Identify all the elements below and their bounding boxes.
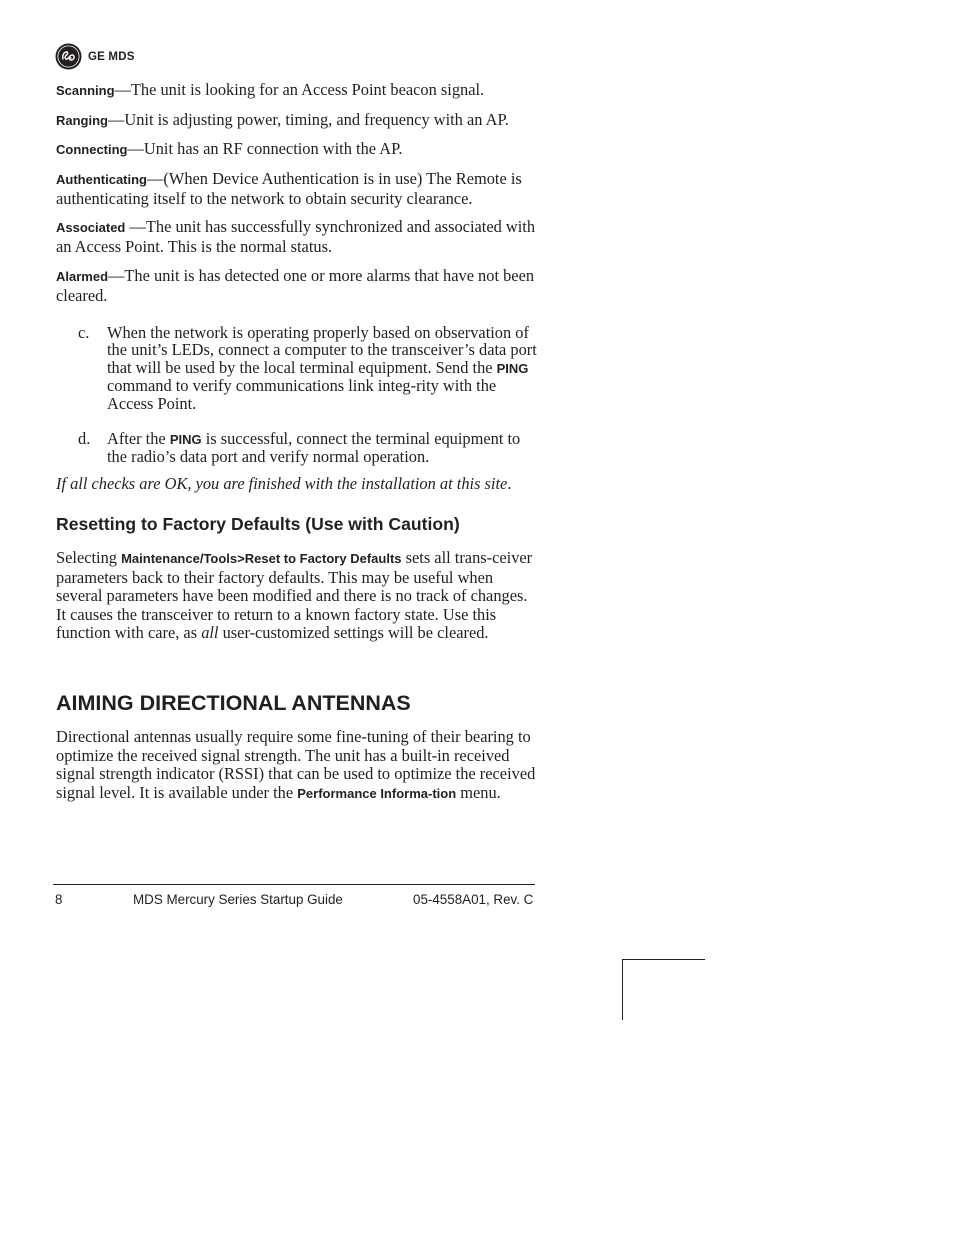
ge-mds-logo <box>55 43 135 70</box>
aiming-section-heading: AIMING DIRECTIONAL ANTENNAS <box>56 691 411 715</box>
status-desc: (When Device Authentication is in use) The Remote is authenticating itself to the network to obtain security clearance. <box>56 169 522 208</box>
brand-name: GE MDS <box>88 50 135 63</box>
menu-name: Performance Informa-tion <box>297 785 457 801</box>
step-text: When the network is operating properly based on observation of the unit’s LEDs, connect a computer to the transceiver’s data port that will be used by the local terminal equipment. Send the PING command to verify communications link integ-rity with the Access Point. <box>107 323 537 413</box>
status-term: Connecting <box>56 142 128 157</box>
step-text: After the PING is successful, connect the terminal equipment to the radio’s data port and verify normal operation. <box>107 429 521 467</box>
status-term: Scanning <box>56 83 115 98</box>
page-number: 8 <box>55 892 63 907</box>
aiming-section-body: Directional antennas usually require some fine-tuning of their bearing to optimize the received signal strength. The unit has a built-in received signal strength indicator (RSSI) that can be used to optimize the received signal level. It is available under the Performance Informa-tion menu. <box>56 727 536 802</box>
ping-command: PING <box>496 360 529 376</box>
reset-section-body: Selecting Maintenance/Tools>Reset to Factory Defaults sets all trans-ceiver parameters back to their factory defaults. This may be useful when several parameters have been modified and there is no track of changes. It causes the transceiver to return to a known factory state. Use this function with care, as all user-customized settings will be cleared. <box>56 548 533 642</box>
step-label: c. <box>78 323 90 342</box>
ge-monogram-icon <box>55 43 82 70</box>
status-def-connecting: Connecting—Unit has an RF connection with the AP. <box>56 139 403 158</box>
footer-doc-id: 05-4558A01, Rev. C <box>413 892 534 907</box>
crop-mark <box>622 959 623 1020</box>
status-def-associated: Associated —The unit has successfully synchronized and associated with an Access Point. This is the normal status. <box>56 217 536 256</box>
ping-command: PING <box>169 432 202 447</box>
menu-path: Maintenance/Tools>Reset to Factory Defaults <box>121 551 402 566</box>
status-def-ranging: Ranging—Unit is adjusting power, timing, and frequency with an AP. <box>56 110 509 129</box>
status-def-authenticating: Authenticating—(When Device Authentication is in use) The Remote is authenticating itself to the network to obtain security clearance. <box>56 169 522 208</box>
status-def-scanning: Scanning—The unit is looking for an Access Point beacon signal. <box>56 80 485 99</box>
status-desc: Unit is adjusting power, timing, and frequency with an AP. <box>124 110 509 129</box>
reset-section-heading: Resetting to Factory Defaults (Use with Caution) <box>56 514 460 534</box>
status-term: Ranging <box>56 113 108 128</box>
status-term: Authenticating <box>56 172 147 187</box>
crop-mark <box>622 959 705 960</box>
status-def-alarmed: Alarmed—The unit is has detected one or more alarms that have not been cleared. <box>56 266 535 305</box>
footer-rule <box>53 884 535 885</box>
status-desc: The unit is has detected one or more alarms that have not been cleared. <box>56 266 535 305</box>
step-label: d. <box>78 429 91 448</box>
status-term: Associated <box>56 220 126 235</box>
status-desc: The unit has successfully synchronized and associated with an Access Point. This is the normal status. <box>56 217 536 256</box>
status-term: Alarmed <box>56 269 109 284</box>
status-desc: Unit has an RF connection with the AP. <box>143 139 403 158</box>
closing-note: If all checks are OK, you are finished with the installation at this site. <box>56 474 512 493</box>
footer-title: MDS Mercury Series Startup Guide <box>133 892 343 907</box>
status-desc: The unit is looking for an Access Point beacon signal. <box>130 80 485 99</box>
